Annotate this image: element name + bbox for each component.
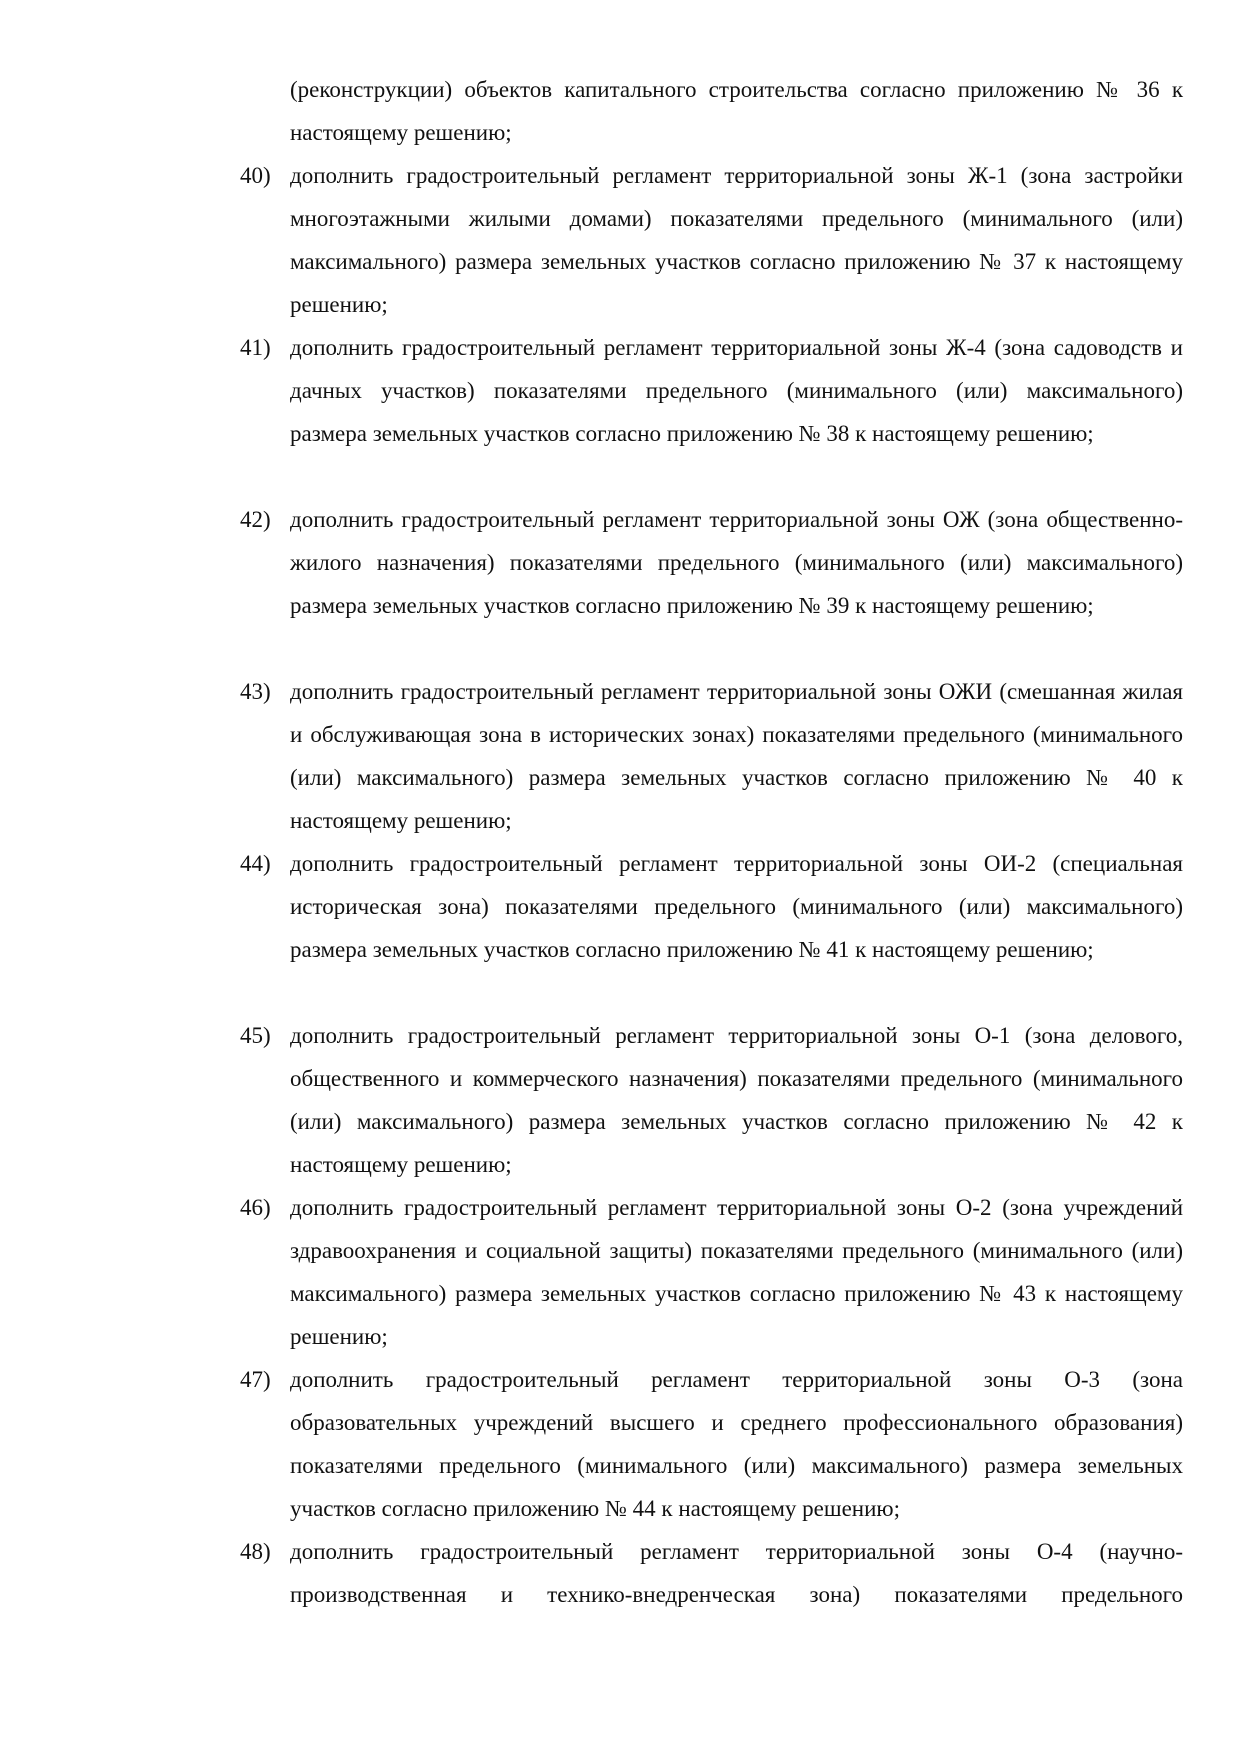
list-item-48 bbox=[240, 1530, 1183, 1616]
list-item-text: дополнить градостроительный регламент территориальной зоны Ж-4 (зона садоводств и дачных участков) показателями предельного (минимального (или) максимального) размера земельных участков согласно приложению № 38 к настоящему решению; bbox=[290, 335, 1183, 446]
list-item-number: 43) bbox=[240, 679, 271, 704]
list-item-number: 42) bbox=[240, 507, 271, 532]
list-item-46 bbox=[240, 1186, 1183, 1358]
list-item-number: 41) bbox=[240, 335, 271, 360]
list-item-text: дополнить градостроительный регламент территориальной зоны ОИ-2 (специальная историческая зона) показателями предельного (минимального (или) максимального) размера земельных участков согласно приложению № 41 к настоящему решению; bbox=[290, 851, 1183, 962]
list-item-number: 48) bbox=[240, 1539, 271, 1564]
list-item-text: дополнить градостроительный регламент территориальной зоны О-4 (научно-производственная и технико-внедренческая зона) показателями предельного bbox=[290, 1539, 1183, 1607]
list-item-47 bbox=[240, 1358, 1183, 1530]
list-item-43 bbox=[240, 670, 1183, 842]
list-item-text: дополнить градостроительный регламент территориальной зоны ОЖ (зона общественно-жилого назначения) показателями предельного (минимального (или) максимального) размера земельных участков согласно приложению № 39 к настоящему решению; bbox=[290, 507, 1183, 618]
list-item-41 bbox=[240, 326, 1183, 455]
list-item-text: дополнить градостроительный регламент территориальной зоны О-2 (зона учреждений здравоохранения и социальной защиты) показателями предельного (минимального (или) максимального) размера земельных участков согласно приложению № 43 к настоящему решению; bbox=[290, 1195, 1183, 1349]
continuation-paragraph: (реконструкции) объектов капитального строительства согласно приложению № 36 к настоящему решению; bbox=[290, 77, 1183, 145]
list-item-number: 40) bbox=[240, 163, 271, 188]
list-item-text: дополнить градостроительный регламент территориальной зоны О-3 (зона образовательных учреждений высшего и среднего профессионального образования) показателями предельного (минимального (или) максимального) размера земельных участков согласно приложению № 44 к настоящему решению; bbox=[290, 1367, 1183, 1521]
list-item-text: дополнить градостроительный регламент территориальной зоны Ж-1 (зона застройки многоэтажными жилыми домами) показателями предельного (минимального (или) максимального) размера земельных участков согласно приложению № 37 к настоящему решению; bbox=[290, 163, 1183, 317]
list-item-45 bbox=[240, 1014, 1183, 1186]
list-item-number: 46) bbox=[240, 1195, 271, 1220]
list-item-number: 44) bbox=[240, 851, 271, 876]
list-item-number: 47) bbox=[240, 1367, 271, 1392]
list-item-44 bbox=[240, 842, 1183, 971]
list-item-number: 45) bbox=[240, 1023, 271, 1048]
list-item-40 bbox=[240, 154, 1183, 326]
list-item-text: дополнить градостроительный регламент территориальной зоны О-1 (зона делового, общественного и коммерческого назначения) показателями предельного (минимального (или) максимального) размера земельных участков согласно приложению № 42 к настоящему решению; bbox=[290, 1023, 1183, 1177]
list-item-42 bbox=[240, 498, 1183, 627]
list-item-text: дополнить градостроительный регламент территориальной зоны ОЖИ (смешанная жилая и обслуживающая зона в исторических зонах) показателями предельного (минимального (или) максимального) размера земельных участков согласно приложению № 40 к настоящему решению; bbox=[290, 679, 1183, 833]
